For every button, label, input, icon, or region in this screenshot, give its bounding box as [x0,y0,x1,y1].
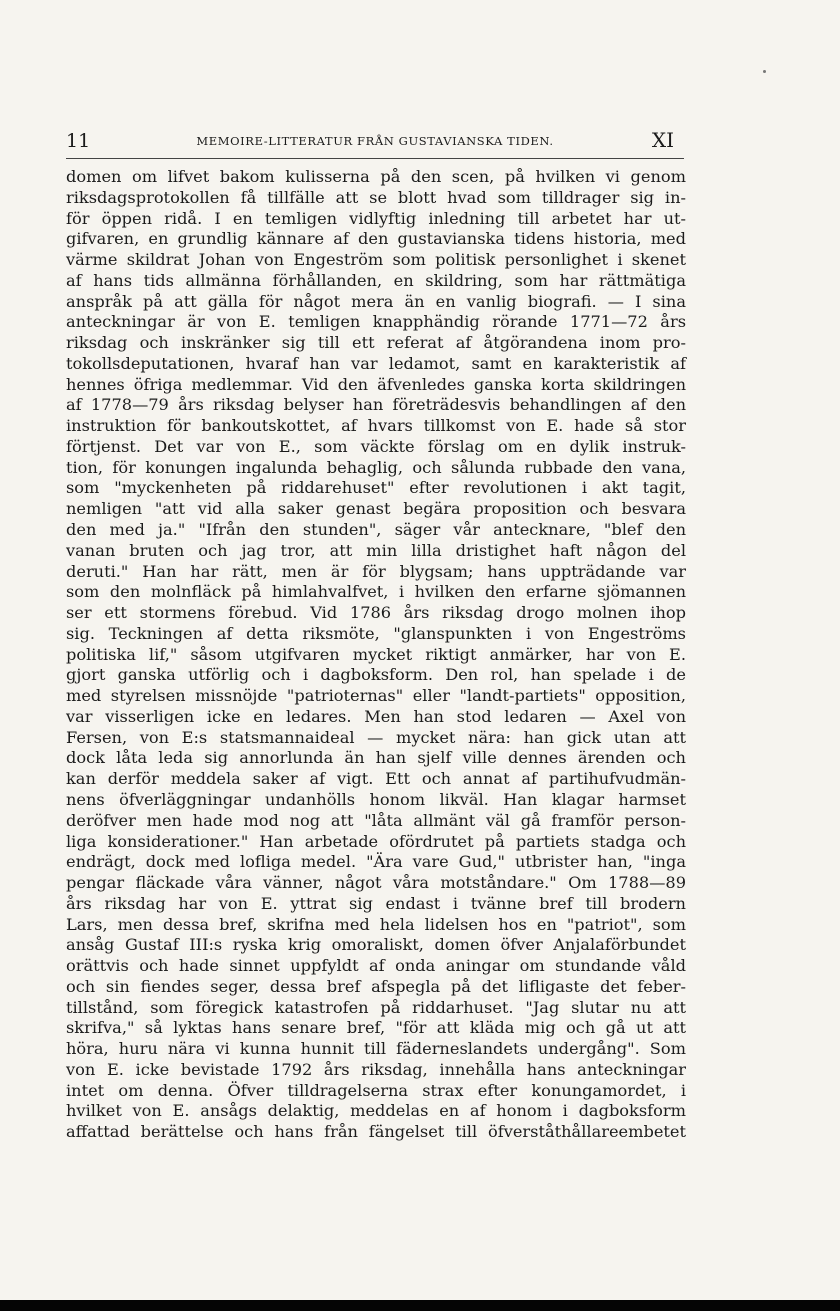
text-line: deruti." Han har rätt, men är för blygsam; hans uppträdande var [66,561,686,581]
text-line: liga konsiderationer." Han arbetade ofördrutet på partiets stadga och [66,831,686,851]
text-line: värme skildrat Johan von Engeström som politisk personlighet i skenet [66,250,686,270]
body-text [66,167,686,1143]
text-line: skrifva," så lyktas hans senare bref, "för att kläda mig och gå ut att [66,1018,686,1038]
page-number: 11 [66,130,91,152]
text-line: endrägt, dock med lofliga medel. "Ära vare Gud," utbrister han, "inga [66,852,686,872]
text-line: domen om lifvet bakom kulisserna på den scen, på hvilken vi genom [66,167,686,186]
text-line: riksdag och inskränker sig till ett referat af åtgörandena inom pro- [66,333,686,353]
text-line: Fersen, von E:s statsmannaideal — mycket nära: han gick utan att [66,727,686,747]
text-line: Lars, men dessa bref, skrifna med hela lidelsen hos en "patriot", som [66,914,686,934]
text-line: sig. Teckningen af detta riksmöte, "glanspunkten i von Engeströms [66,623,686,643]
text-line: gjort ganska utförlig och i dagboksform. Den rol, han spelade i de [66,665,686,685]
running-title: MEMOIRE-LITTERATUR FRÅN GUSTAVIANSKA TIDEN. [196,134,554,148]
page-header [66,128,684,156]
text-line: ser ett stormens förebud. Vid 1786 års riksdag drogo molnen ihop [66,603,686,623]
text-line: höra, huru nära vi kunna hunnit till fäderneslandets undergång". Som [66,1039,686,1059]
text-line: instruktion för bankoutskottet, af hvars tillkomst von E. hade så stor [66,416,686,436]
text-line: orättvis och hade sinnet uppfyldt af onda aningar om stundande våld [66,956,686,976]
text-line: med styrelsen missnöjde "patrioternas" eller "landt-partiets" opposition, [66,686,686,706]
paper-speck [763,70,766,73]
text-line: intet om denna. Öfver tilldragelserna strax efter konungamordet, i [66,1080,686,1100]
text-line: af 1778—79 års riksdag belyser han företrädesvis behandlingen af den [66,395,686,415]
text-line: pengar fläckade våra vänner, något våra motståndare." Om 1788—89 [66,873,686,893]
text-line: affattad berättelse och hans från fängelset till öfverståthållareembetet [66,1122,686,1142]
text-line: var visserligen icke en ledares. Men han stod ledaren — Axel von [66,706,686,726]
scan-edge [0,1300,840,1311]
text-line: politiska lif," såsom utgifvaren mycket riktigt anmärker, har von E. [66,644,686,664]
text-line: förtjenst. Det var von E., som väckte förslag om en dylik instruk- [66,436,686,456]
text-line: hennes öfriga medlemmar. Vid den äfvenledes ganska korta skildringen [66,374,686,394]
text-line: anspråk på att gälla för något mera än en vanlig biografi. — I sina [66,291,686,311]
text-line: den med ja." "Ifrån den stunden", säger vår antecknare, "blef den [66,520,686,540]
text-line: riksdagsprotokollen få tillfälle att se blott hvad som tilldrager sig in- [66,187,686,207]
text-line: deröfver men hade mod nog att "låta allmänt väl gå framför person- [66,810,686,830]
text-line: och sin fiendes seger, dessa bref afspegla på det lifligaste det feber- [66,976,686,996]
text-line: års riksdag har von E. yttrat sig endast i tvänne bref till brodern [66,893,686,913]
text-line: gifvaren, en grundlig kännare af den gustavianska tidens historia, med [66,229,686,249]
text-line: tillstånd, som föregick katastrofen på riddarhuset. "Jag slutar nu att [66,997,686,1017]
text-line: ansåg Gustaf III:s ryska krig omoraliskt, domen öfver Anjalaförbundet [66,935,686,955]
chapter-roman-numeral: XI [651,128,674,152]
text-line: hvilket von E. ansågs delaktig, meddelas en af honom i dagboksform [66,1101,686,1121]
text-line: vanan bruten och jag tror, att min lilla dristighet haft någon del [66,540,686,560]
text-line: tion, för konungen ingalunda behaglig, och sålunda rubbade den vana, [66,457,686,477]
text-line: för öppen ridå. I en temligen vidlyftig inledning till arbetet har ut- [66,208,686,228]
header-rule [66,158,684,159]
text-line: von E. icke bevistade 1792 års riksdag, innehålla hans anteckningar [66,1059,686,1079]
text-line: af hans tids allmänna förhållanden, en skildring, som har rättmätiga [66,270,686,290]
text-line: kan derför meddela saker af vigt. Ett och annat af partihufvudmän- [66,769,686,789]
text-line: anteckningar är von E. temligen knapphändig rörande 1771—72 års [66,312,686,332]
text-line: som den molnfläck på himlahvalfvet, i hvilken den erfarne sjömannen [66,582,686,602]
text-line: nemligen "att vid alla saker genast begära proposition och besvara [66,499,686,519]
text-line: tokollsdeputationen, hvaraf han var ledamot, samt en karakteristik af [66,353,686,373]
text-line: dock låta leda sig annorlunda än han sjelf ville dennes ärenden och [66,748,686,768]
text-line: som "myckenheten på riddarehuset" efter revolutionen i akt tagit, [66,478,686,498]
text-line: nens öfverläggningar undanhölls honom likväl. Han klagar harmset [66,789,686,809]
